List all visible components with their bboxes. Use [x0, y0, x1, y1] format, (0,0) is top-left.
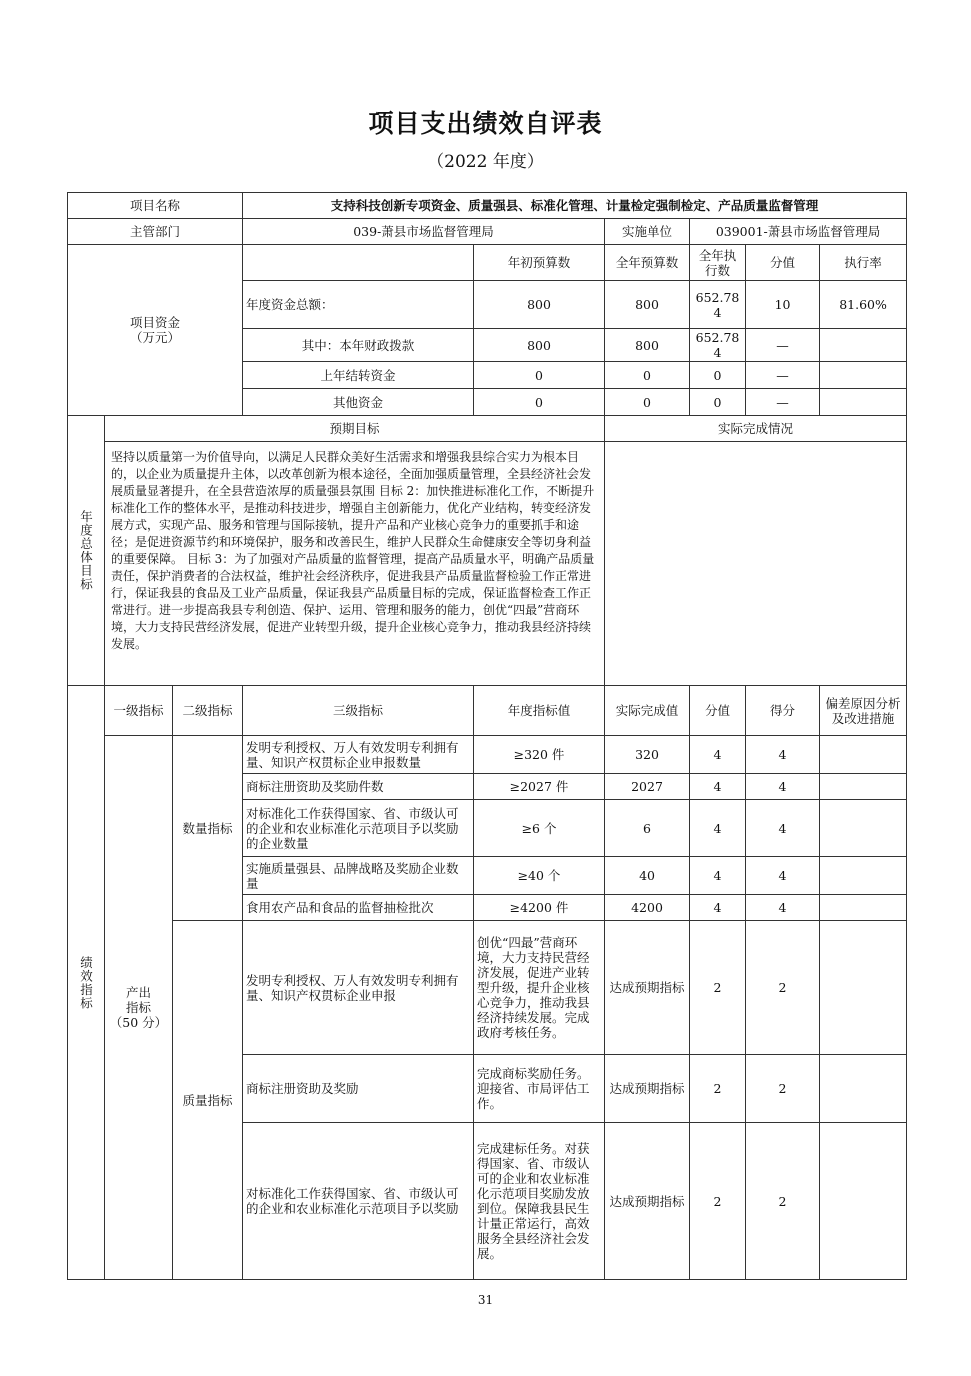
project-name-label: 项目名称	[68, 193, 243, 219]
funds-row-rate	[820, 389, 907, 416]
quantity-label: 数量指标	[173, 736, 243, 921]
level2-header: 二级指标	[173, 686, 243, 736]
indicator-score-value: 4	[690, 774, 746, 800]
funds-row-label: 年度资金总额：	[243, 281, 474, 329]
indicator-score: 2	[746, 921, 820, 1055]
indicator-deviation	[820, 857, 907, 895]
funds-row-initial: 800	[474, 329, 605, 362]
funds-header-rate: 执行率	[820, 245, 907, 281]
indicator-name: 商标注册资助及奖励件数	[243, 774, 474, 800]
indicator-score-value: 4	[690, 736, 746, 774]
indicator-deviation	[820, 774, 907, 800]
indicators-header-row	[68, 686, 907, 736]
indicator-target: ≥320 件	[474, 736, 605, 774]
funds-row-initial: 0	[474, 362, 605, 389]
project-name-value: 支持科技创新专项资金、质量强县、标准化管理、计量检定强制检定、产品质量监督管理	[243, 193, 907, 219]
funds-row-score-value: 10	[746, 281, 820, 329]
funds-row-annual: 800	[605, 329, 690, 362]
level3-header: 三级指标	[243, 686, 474, 736]
goals-content-row	[68, 442, 907, 686]
funds-row-executed: 652.784	[690, 281, 746, 329]
indicator-actual: 4200	[605, 895, 690, 921]
indicator-target: ≥2027 件	[474, 774, 605, 800]
deviation-header: 偏差原因分析及改进措施	[820, 686, 907, 736]
project-name-row	[68, 193, 907, 219]
indicator-name: 发明专利授权、万人有效发明专利拥有量、知识产权贯标企业申报	[243, 921, 474, 1055]
indicator-target: ≥4200 件	[474, 895, 605, 921]
expected-goal-label: 预期目标	[105, 416, 605, 442]
indicator-actual: 40	[605, 857, 690, 895]
target-header: 年度指标值	[474, 686, 605, 736]
indicator-score-value: 2	[690, 1123, 746, 1280]
indicator-actual: 320	[605, 736, 690, 774]
score-header: 得分	[746, 686, 820, 736]
indicator-name: 商标注册资助及奖励	[243, 1055, 474, 1123]
indicator-target: 完成建标任务。对获得国家、省、市级认可的企业和农业标准化示范项目奖励发放到位。保障我县民生计量正常运行，高效服务全县经济社会发展。	[474, 1123, 605, 1280]
indicator-actual: 6	[605, 800, 690, 857]
indicator-score: 4	[746, 857, 820, 895]
funds-header-annual: 全年预算数	[605, 245, 690, 281]
indicator-deviation	[820, 1055, 907, 1123]
indicator-score: 4	[746, 774, 820, 800]
actual-goal-label: 实际完成情况	[605, 416, 907, 442]
funds-row-rate	[820, 329, 907, 362]
indicator-target: ≥40 个	[474, 857, 605, 895]
indicator-target: ≥6 个	[474, 800, 605, 857]
page-subtitle: （2022 年度）	[427, 152, 544, 172]
indicator-deviation	[820, 921, 907, 1055]
funds-row-label: 其中：本年财政拨款	[243, 329, 474, 362]
funds-header-executed: 全年执行数	[690, 245, 746, 281]
goals-header-row	[68, 416, 907, 442]
funds-header-initial: 年初预算数	[474, 245, 605, 281]
indicator-name: 发明专利授权、万人有效发明专利拥有量、知识产权贯标企业申报数量	[243, 736, 474, 774]
funds-row-annual: 0	[605, 389, 690, 416]
indicator-score-value: 4	[690, 895, 746, 921]
funds-row-score-value: —	[746, 389, 820, 416]
funds-header-row	[68, 245, 907, 281]
indicator-score-value: 4	[690, 857, 746, 895]
indicator-score: 4	[746, 895, 820, 921]
level1-header: 一级指标	[105, 686, 173, 736]
indicator-name: 食用农产品和食品的监督抽检批次	[243, 895, 474, 921]
indicator-actual: 达成预期指标	[605, 921, 690, 1055]
indicator-score: 2	[746, 1055, 820, 1123]
performance-table	[67, 192, 907, 1280]
indicator-actual: 达成预期指标	[605, 1055, 690, 1123]
indicator-score: 4	[746, 736, 820, 774]
indicator-name: 对标准化工作获得国家、省、市级认可的企业和农业标准化示范项目予以奖励的企业数量	[243, 800, 474, 857]
indicator-actual: 达成预期指标	[605, 1123, 690, 1280]
score-value-header: 分值	[690, 686, 746, 736]
impl-label: 实施单位	[605, 219, 690, 245]
indicator-score: 2	[746, 1123, 820, 1280]
funds-row-score-value: —	[746, 329, 820, 362]
dept-row	[68, 219, 907, 245]
indicator-deviation	[820, 736, 907, 774]
indicator-deviation	[820, 800, 907, 857]
expected-goal-text: 坚持以质量第一为价值导向，以满足人民群众美好生活需求和增强我县综合实力为根本目的，以企业为质量提升主体，以改革创新为根本途径，全面加强质量管理，全县经济社会发展质量显著提升，在全县营造浓厚的质量强县氛围 目标 2：加快推进标准化工作，不断提升标准化工作的整体水平，是推动科技进步，增强自主创新能力，优化产业结构，转变经济发展方式，实现产品、服务和管理与国际接轨，提升产品和产业核心竞争力的重要抓手和途径；是促进资源节约和环境保护，服务和改善民生，维护人民群众生命健康安全等切身利益的重要保障。 目标 3：为了加强对产品质量的监督管理，提高产品质量水平，明确产品质量责任，保护消费者的合法权益，维护社会经济秩序，促进我县产品质量监督检验工作正常进行，保证我县的食品及工业产品质量，保证我县产品质量目标的完成，保证监督检查工作正常进行。进一步提高我县专利创造、保护、运用、管理和服务的能力，创优“四最”营商环境，大力支持民营经济发展，促进产业转型升级，提升企业核心竞争力，推动我县经济持续发展。	[105, 442, 605, 686]
indicator-name: 对标准化工作获得国家、省、市级认可的企业和农业标准化示范项目予以奖励	[243, 1123, 474, 1280]
indicator-deviation	[820, 1123, 907, 1280]
indicator-score-value: 4	[690, 800, 746, 857]
page-number: 31	[477, 1293, 494, 1307]
indicator-score: 4	[746, 800, 820, 857]
goals-label: 年度总体目标	[68, 416, 105, 686]
funds-row-initial: 800	[474, 281, 605, 329]
funds-row-executed: 0	[690, 362, 746, 389]
indicator-score-value: 2	[690, 1055, 746, 1123]
actual-header: 实际完成值	[605, 686, 690, 736]
funds-row-rate	[820, 362, 907, 389]
funds-row-annual: 0	[605, 362, 690, 389]
indicator-row	[68, 736, 907, 774]
indicator-deviation	[820, 895, 907, 921]
funds-row-executed: 652.784	[690, 329, 746, 362]
funds-row-rate: 81.60%	[820, 281, 907, 329]
funds-header-blank	[243, 245, 474, 281]
indicator-row	[68, 921, 907, 1055]
funds-row-label: 其他资金	[243, 389, 474, 416]
page-title: 项目支出绩效自评表	[368, 109, 603, 138]
level1-output-label: 产出 指标 （50 分）	[105, 736, 173, 1280]
impl-value: 039001-萧县市场监督管理局	[690, 219, 907, 245]
funds-row-annual: 800	[605, 281, 690, 329]
funds-row-label: 上年结转资金	[243, 362, 474, 389]
indicators-label: 绩效指标	[68, 686, 105, 1280]
dept-value: 039-萧县市场监督管理局	[243, 219, 605, 245]
actual-goal-text	[605, 442, 907, 686]
quality-label: 质量指标	[173, 921, 243, 1280]
dept-label: 主管部门	[68, 219, 243, 245]
indicator-target: 完成商标奖励任务。迎接省、市局评估工作。	[474, 1055, 605, 1123]
funds-row-initial: 0	[474, 389, 605, 416]
indicator-name: 实施质量强县、品牌战略及奖励企业数量	[243, 857, 474, 895]
funds-header-score-value: 分值	[746, 245, 820, 281]
funds-row-executed: 0	[690, 389, 746, 416]
indicator-actual: 2027	[605, 774, 690, 800]
indicator-target: 创优“四最”营商环境，大力支持民营经济发展，促进产业转型升级，提升企业核心竞争力，推动我县经济持续发展。完成政府考核任务。	[474, 921, 605, 1055]
indicator-score-value: 2	[690, 921, 746, 1055]
funds-row-score-value: —	[746, 362, 820, 389]
funds-label: 项目资金 （万元）	[68, 245, 243, 416]
